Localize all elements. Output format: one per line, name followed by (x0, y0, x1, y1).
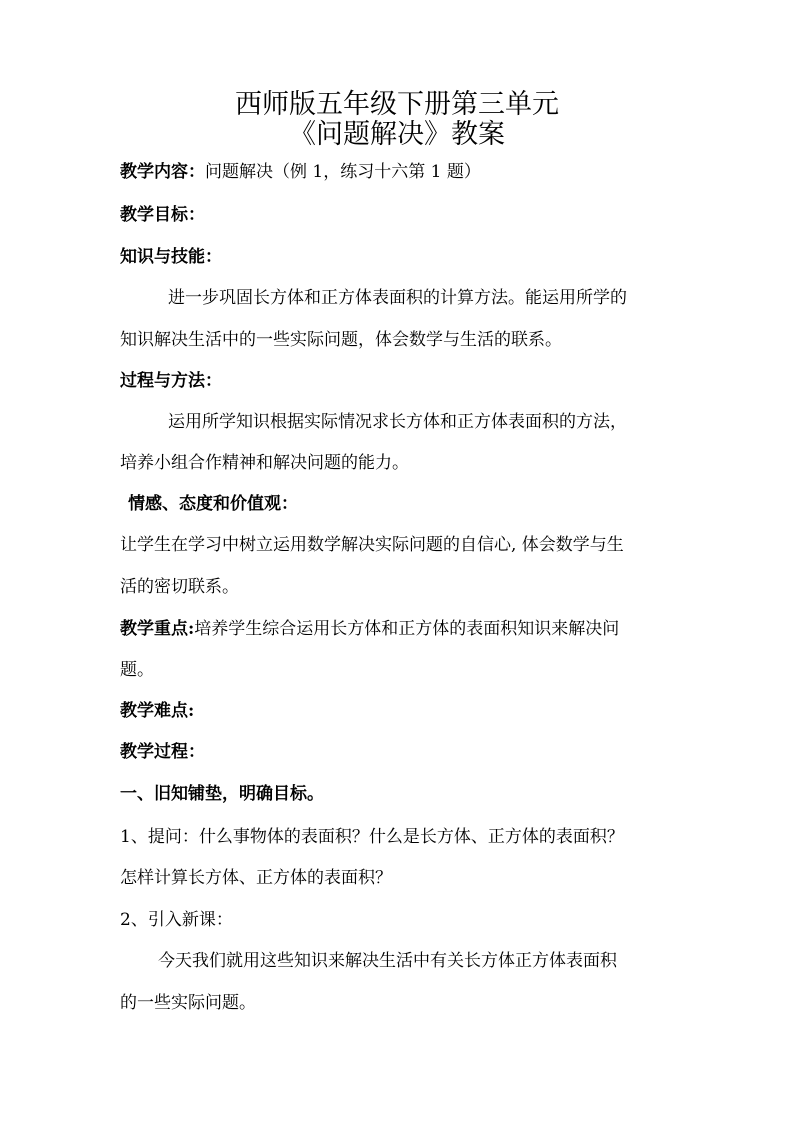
difficulty-label: 教学难点: (120, 701, 195, 721)
section1-para-line1: 今天我们就用这些知识来解决生活中有关长方体正方体表面积 (158, 951, 617, 971)
key-point-label: 教学重点: (120, 619, 195, 639)
key-point-row (120, 618, 680, 640)
emotion-line2: 活的密切联系。 (120, 577, 239, 597)
doc-title-line2: 《问题解决》教案 (289, 119, 505, 150)
process-heading: 过程与方法： (120, 371, 222, 391)
doc-title-line1: 西师版五年级下册第三单元 (235, 89, 559, 120)
knowledge-heading: 知识与技能： (120, 247, 222, 267)
content-label: 教学内容： (120, 162, 205, 182)
section1-item1-line1: 1、提问：什么事物体的表面积？什么是长方体、正方体的表面积？ (120, 827, 624, 847)
process-line1: 运用所学知识根据实际情况求长方体和正方体表面积的方法， (168, 412, 627, 432)
process-line2: 培养小组合作精神和解决问题的能力。 (120, 453, 409, 473)
section1-item2: 2、引入新课： (120, 910, 233, 930)
objectives-heading: 教学目标： (120, 205, 205, 225)
key-point-text: 培养学生综合运用长方体和正方体的表面积知识来解决问 (194, 619, 620, 639)
procedure-heading: 教学过程： (120, 742, 205, 762)
emotion-heading: 情感、态度和价值观： (128, 494, 298, 514)
section1-heading: 一、旧知铺垫，明确目标。 (120, 784, 324, 804)
emotion-line1: 让学生在学习中树立运用数学解决实际问题的自信心, 体会数学与生 (120, 535, 624, 555)
section1-para-line2: 的一些实际问题。 (120, 993, 256, 1013)
section1-item1-line2: 怎样计算长方体、正方体的表面积？ (120, 868, 392, 888)
knowledge-line2: 知识解决生活中的一些实际问题，体会数学与生活的联系。 (120, 330, 562, 350)
content-row (120, 161, 680, 183)
knowledge-line1: 进一步巩固长方体和正方体表面积的计算方法。能运用所学的 (168, 288, 627, 308)
key-point-line2: 题。 (120, 660, 154, 680)
content-text: 问题解决（例 1，练习十六第 1 题） (205, 162, 481, 182)
